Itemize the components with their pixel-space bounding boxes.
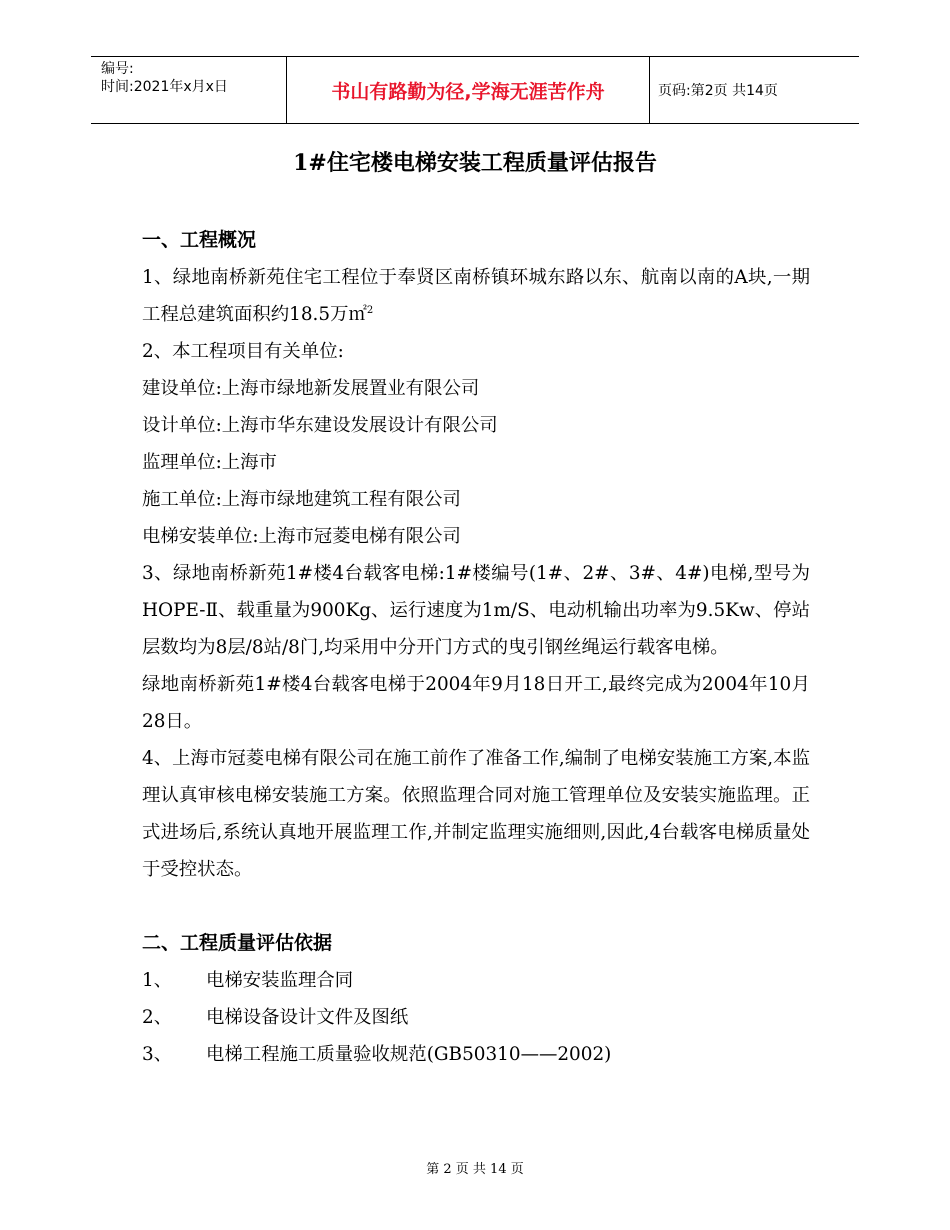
list-item-number: 1、: [142, 970, 173, 991]
paragraph-location-text: 1、绿地南桥新苑住宅工程位于奉贤区南桥镇环城东路以东、航南以南的A块,一期工程总建筑面积约18.5万㎡: [142, 267, 810, 325]
section-heading-overview: 一、工程概况: [142, 229, 257, 251]
unit-line: 电梯安装单位:上海市冠菱电梯有限公司: [142, 526, 461, 547]
unit-line: 施工单位:上海市绿地建筑工程有限公司: [142, 489, 461, 510]
list-item-number: 3、: [142, 1044, 173, 1065]
paragraph-schedule: 绿地南桥新苑1#楼4台载客电梯于2004年9月18日开工,最终完成为2004年10月28日。: [142, 674, 810, 732]
list-item-number: 2、: [142, 1007, 173, 1028]
document-title: 1#住宅楼电梯安装工程质量评估报告: [293, 150, 657, 176]
serial-label: 编号:: [101, 61, 134, 77]
unit-line: 监理单位:上海市: [142, 452, 277, 473]
list-item-text: 电梯安装监理合同: [206, 970, 354, 991]
paragraph-units-intro: 2、本工程项目有关单位:: [142, 341, 344, 362]
document-body: [142, 222, 810, 1073]
header-motto-cell: [286, 57, 650, 123]
unit-line: 建设单位:上海市绿地新发展置业有限公司: [142, 378, 480, 399]
motto-text: 书山有路勤为径,学海无涯苦作舟: [331, 80, 605, 103]
page-header: [91, 56, 859, 124]
unit-line: 设计单位:上海市华东建设发展设计有限公司: [142, 415, 498, 436]
section-heading-basis: 二、工程质量评估依据: [142, 932, 333, 954]
list-item: [142, 1036, 810, 1073]
list-item-text: 电梯设备设计文件及图纸: [206, 1007, 409, 1028]
list-item: [142, 962, 810, 999]
area-superscript: 2: [366, 304, 374, 316]
page-footer: 第 2 页 共 14 页: [426, 1162, 524, 1177]
paragraph-location: [142, 259, 810, 333]
paragraph-elevator-spec: 3、绿地南桥新苑1#楼4台载客电梯:1#楼编号(1#、2#、3#、4#)电梯,型号为HOPE-Ⅱ、载重量为900Kg、运行速度为1m/S、电动机输出功率为9.5Kw、停站层数均为8层/8站/8门,均采用中分开门方式的曳引钢丝绳运行载客电梯。: [142, 563, 810, 658]
header-page-info: 页码:第2页 共14页: [658, 83, 778, 99]
section-gap: [142, 888, 810, 925]
paragraph-supervision: 4、上海市冠菱电梯有限公司在施工前作了准备工作,编制了电梯安装施工方案,本监理认真审核电梯安装施工方案。依照监理合同对施工管理单位及安装实施监理。正式进场后,系统认真地开展监理工作,并制定监理实施细则,因此,4台载客电梯质量处于受控状态。: [142, 748, 810, 880]
list-item-text: 电梯工程施工质量验收规范(GB50310——2002): [206, 1044, 612, 1065]
list-item: [142, 999, 810, 1036]
header-meta: [101, 60, 228, 96]
time-label: 时间:2021年x月x日: [101, 79, 228, 95]
